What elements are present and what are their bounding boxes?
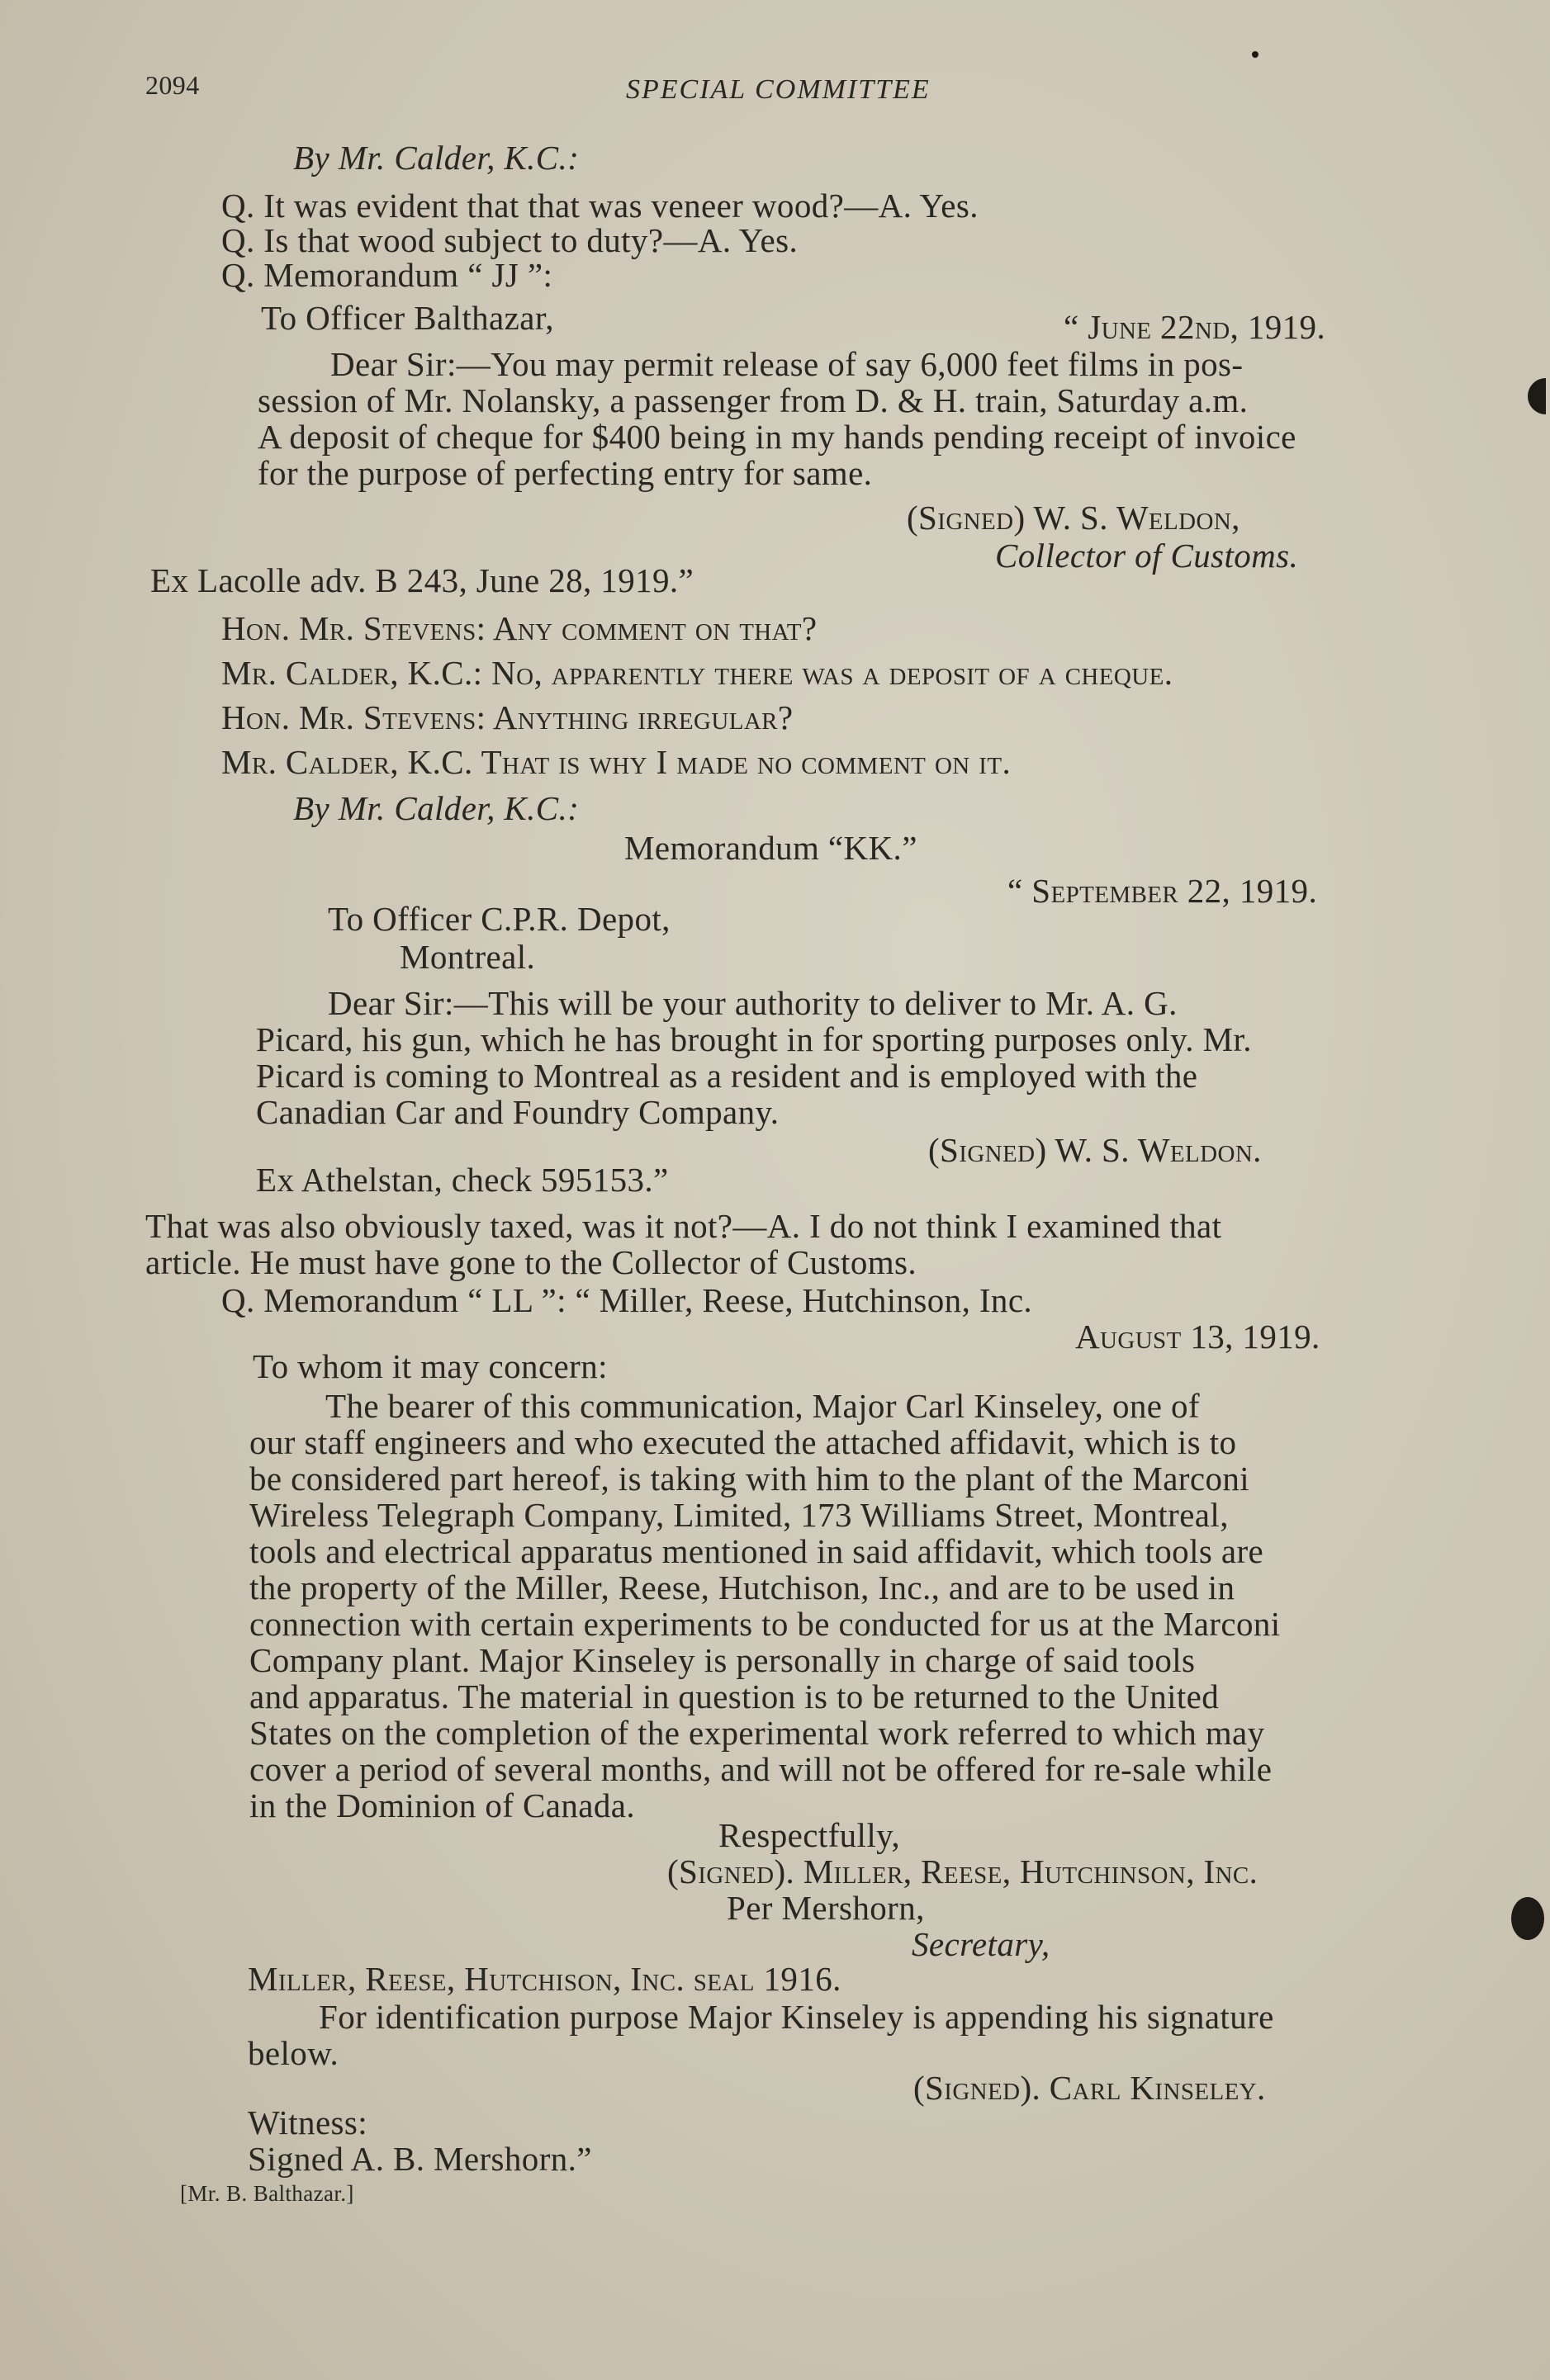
text-line: article. He must have gone to the Collector of Customs. [145,1243,917,1281]
text-line: The bearer of this communication, Major Carl Kinseley, one of [325,1387,1200,1425]
dialogue-line: Mr. Calder, K.C.: No, apparently there was a deposit of a cheque. [221,654,1173,692]
text-line: for the purpose of perfecting entry for same. [258,454,873,492]
text-line: be considered part hereof, is taking with him to the plant of the Marconi [249,1460,1250,1498]
dialogue-line: Hon. Mr. Stevens: Anything irregular? [221,698,794,736]
text-line: Canadian Car and Foundry Company. [256,1093,780,1131]
text-line: tools and electrical apparatus mentioned in said affidavit, which tools are [249,1532,1264,1570]
speaker-note: [Mr. B. Balthazar.] [180,2181,354,2206]
text-line: connection with certain experiments to be conducted for us at the Marconi [249,1605,1281,1643]
text-line: Miller, Reese, Hutchison, Inc. seal 1916. [248,1960,841,1998]
text-line: Picard is coming to Montreal as a resident and is employed with the [256,1057,1198,1095]
closing: Respectfully, [718,1816,901,1854]
text-line: session of Mr. Nolansky, a passenger from D. & H. train, Saturday a.m. [258,381,1249,419]
letter-addressee: To Officer C.P.R. Depot, [328,900,671,938]
text-line: Signed A. B. Mershorn.” [248,2140,592,2178]
ink-speck [1528,378,1546,414]
text-line: Wireless Telegraph Company, Limited, 173 Williams Street, Montreal, [249,1496,1229,1534]
text-line: Q. Is that wood subject to duty?—A. Yes. [221,221,799,259]
examiner-heading: By Mr. Calder, K.C.: [293,789,580,827]
running-header: SPECIAL COMMITTEE [626,74,931,105]
text-line: Ex Athelstan, check 595153.” [256,1161,669,1199]
memorandum-label: Memorandum “KK.” [624,829,917,867]
text-line: Witness: [248,2103,368,2141]
text-line: and apparatus. The material in question is to be returned to the United [249,1677,1220,1715]
signature-line: (Signed). Carl Kinseley. [913,2069,1266,2107]
ink-speck [1252,51,1258,58]
text-line: cover a period of several months, and will not be offered for re-sale while [249,1750,1273,1788]
ink-speck [1511,1897,1544,1940]
text-line: Company plant. Major Kinseley is personally in charge of said tools [249,1641,1196,1679]
examiner-heading: By Mr. Calder, K.C.: [293,139,580,177]
text-line: That was also obviously taxed, was it not?—A. I do not think I examined that [145,1207,1222,1245]
text-line: the property of the Miller, Reese, Hutchison, Inc., and are to be used in [249,1569,1235,1606]
letter-date: “ September 22, 1919. [1007,872,1318,910]
signature-title: Secretary, [912,1925,1050,1963]
text-line: Picard, his gun, which he has brought in for sporting purposes only. Mr. [256,1020,1252,1058]
text-line: For identification purpose Major Kinseley is appending his signature [319,1998,1274,2036]
signature-line: (Signed) W. S. Weldon. [928,1131,1262,1169]
text-line: Q. Memorandum “ LL ”: “ Miller, Reese, Hutchinson, Inc. [221,1281,1033,1319]
text-line: Dear Sir:—You may permit release of say 6,000 feet films in pos- [330,345,1244,383]
text-line: Ex Lacolle adv. B 243, June 28, 1919.” [150,561,694,599]
dialogue-line: Hon. Mr. Stevens: Any comment on that? [221,609,818,647]
text-line: Dear Sir:—This will be your authority to deliver to Mr. A. G. [328,984,1178,1022]
signature-line: Per Mershorn, [727,1889,925,1927]
text-line: in the Dominion of Canada. [249,1786,636,1824]
signature-line: (Signed). Miller, Reese, Hutchinson, Inc. [667,1852,1258,1890]
text-line: below. [248,2034,339,2072]
letter-date: August 13, 1919. [1075,1318,1320,1356]
text-line: Q. Memorandum “ JJ ”: [221,256,553,294]
text-line: States on the completion of the experimental work referred to which may [249,1714,1265,1752]
text-line: Q. It was evident that that was veneer wood?—A. Yes. [221,187,979,225]
page-number: 2094 [145,70,200,100]
letter-date: “ June 22nd, 1919. [1064,308,1326,346]
text-line: To whom it may concern: [253,1347,608,1385]
text-line: our staff engineers and who executed the attached affidavit, which is to [249,1423,1237,1461]
dialogue-line: Mr. Calder, K.C. That is why I made no comment on it. [221,743,1012,781]
letter-addressee: To Officer Balthazar, [261,299,554,337]
signature-title: Collector of Customs. [995,537,1299,575]
text-line: A deposit of cheque for $400 being in my hands pending receipt of invoice [258,418,1296,456]
letter-addressee: Montreal. [400,938,536,976]
signature-line: (Signed) W. S. Weldon, [907,499,1240,537]
